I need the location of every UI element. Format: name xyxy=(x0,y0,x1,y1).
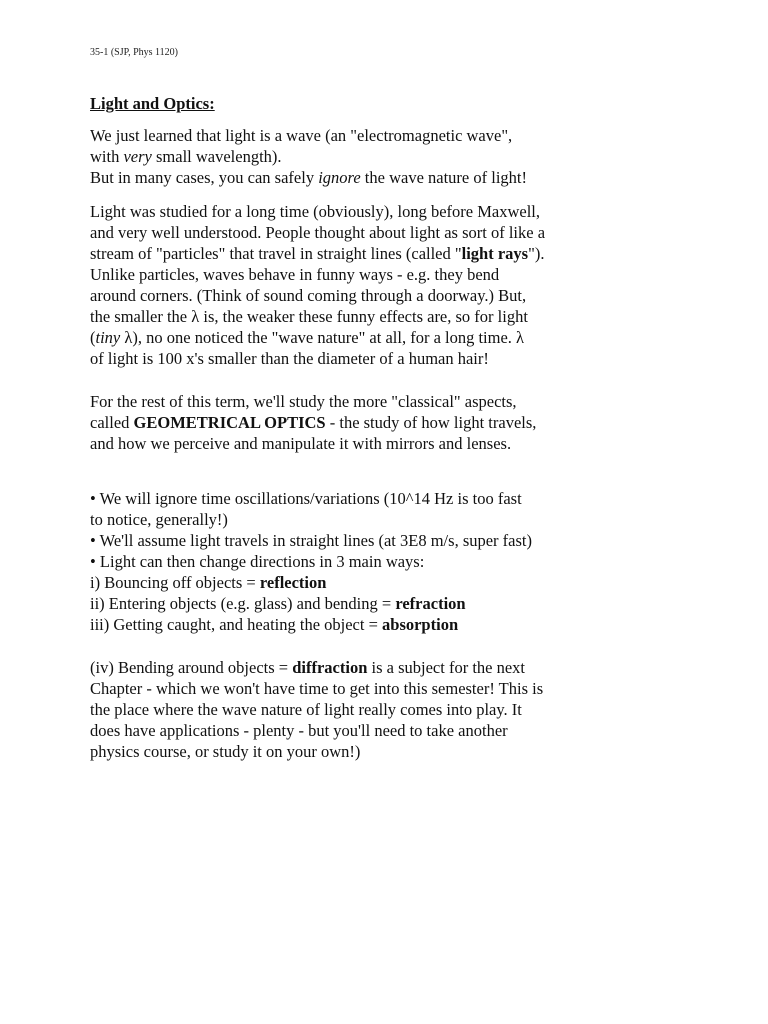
diffraction-line-5: physics course, or study it on your own!) xyxy=(90,742,361,761)
intro-line-2-pre: with xyxy=(90,147,124,166)
page-header: 35-1 (SJP, Phys 1120) xyxy=(90,47,178,58)
term-refraction: refraction xyxy=(395,594,466,613)
emphasis-very: very xyxy=(123,147,152,166)
page-title: Light and Optics: xyxy=(90,94,215,113)
geometrical-line-2-pre: called xyxy=(90,413,134,432)
history-paragraph xyxy=(90,201,690,369)
way-absorption-pre: iii) Getting caught, and heating the object = xyxy=(90,615,383,634)
term-absorption: absorption xyxy=(382,615,459,634)
diffraction-line-1 xyxy=(90,657,690,678)
way-refraction xyxy=(90,593,690,614)
diffraction-line-4: does have applications - plenty - but you'll need to take another xyxy=(90,721,508,740)
bullet-time-oscillations-cont: to notice, generally!) xyxy=(90,510,228,529)
diffraction-paragraph xyxy=(90,657,690,762)
intro-line-3-pre: But in many cases, you can safely xyxy=(90,168,319,187)
way-refraction-pre: ii) Entering objects (e.g. glass) and bending = xyxy=(90,594,396,613)
way-reflection xyxy=(90,572,690,593)
geometrical-line-2-post: - the study of how light travels, xyxy=(325,413,537,432)
history-line-5: around corners. (Think of sound coming through a doorway.) But, xyxy=(90,286,527,305)
bullet-time-oscillations: • We will ignore time oscillations/variations (10^14 Hz is too fast xyxy=(90,489,522,508)
emphasis-tiny: tiny xyxy=(95,328,121,347)
geometrical-line-1: For the rest of this term, we'll study the more "classical" aspects, xyxy=(90,392,517,411)
term-diffraction: diffraction xyxy=(292,658,368,677)
bullet-straight-lines: • We'll assume light travels in straight lines (at 3E8 m/s, super fast) xyxy=(90,531,532,550)
assumptions-list xyxy=(90,488,690,635)
history-line-7 xyxy=(90,327,690,348)
history-line-1: Light was studied for a long time (obviously), long before Maxwell, xyxy=(90,202,540,221)
history-line-4: Unlike particles, waves behave in funny ways - e.g. they bend xyxy=(90,265,500,284)
way-absorption xyxy=(90,614,690,635)
intro-line-1: We just learned that light is a wave (an "electromagnetic wave", xyxy=(90,126,513,145)
history-line-3-post: "). xyxy=(528,244,545,263)
diffraction-line-1-post: is a subject for the next xyxy=(367,658,526,677)
intro-line-3-post: the wave nature of light! xyxy=(360,168,527,187)
diffraction-line-2: Chapter - which we won't have time to get into this semester! This is xyxy=(90,679,544,698)
history-line-2: and very well understood. People thought about light as sort of like a xyxy=(90,223,546,242)
intro-line-3 xyxy=(90,167,690,188)
term-light-rays: light rays xyxy=(461,244,529,263)
emphasis-ignore: ignore xyxy=(318,168,361,187)
intro-line-2-post: small wavelength). xyxy=(151,147,282,166)
way-reflection-pre: i) Bouncing off objects = xyxy=(90,573,260,592)
bullet-change-directions: • Light can then change directions in 3 main ways: xyxy=(90,552,425,571)
history-line-7-post: λ), no one noticed the "wave nature" at all, for a long time. λ xyxy=(120,328,525,347)
geometrical-line-2 xyxy=(90,412,690,433)
history-line-6: the smaller the λ is, the weaker these funny effects are, so for light xyxy=(90,307,528,326)
intro-paragraph xyxy=(90,125,690,188)
history-line-7-pre: ( xyxy=(90,328,96,347)
geometrical-optics-paragraph xyxy=(90,391,690,454)
term-geometrical-optics: GEOMETRICAL OPTICS xyxy=(133,413,326,432)
history-line-8: of light is 100 x's smaller than the diameter of a human hair! xyxy=(90,349,489,368)
history-line-3 xyxy=(90,243,690,264)
history-line-3-pre: stream of "particles" that travel in straight lines (called " xyxy=(90,244,462,263)
diffraction-line-1-pre: (iv) Bending around objects = xyxy=(90,658,293,677)
intro-line-2 xyxy=(90,146,690,167)
term-reflection: reflection xyxy=(259,573,327,592)
diffraction-line-3: the place where the wave nature of light really comes into play. It xyxy=(90,700,522,719)
geometrical-line-3: and how we perceive and manipulate it with mirrors and lenses. xyxy=(90,434,512,453)
